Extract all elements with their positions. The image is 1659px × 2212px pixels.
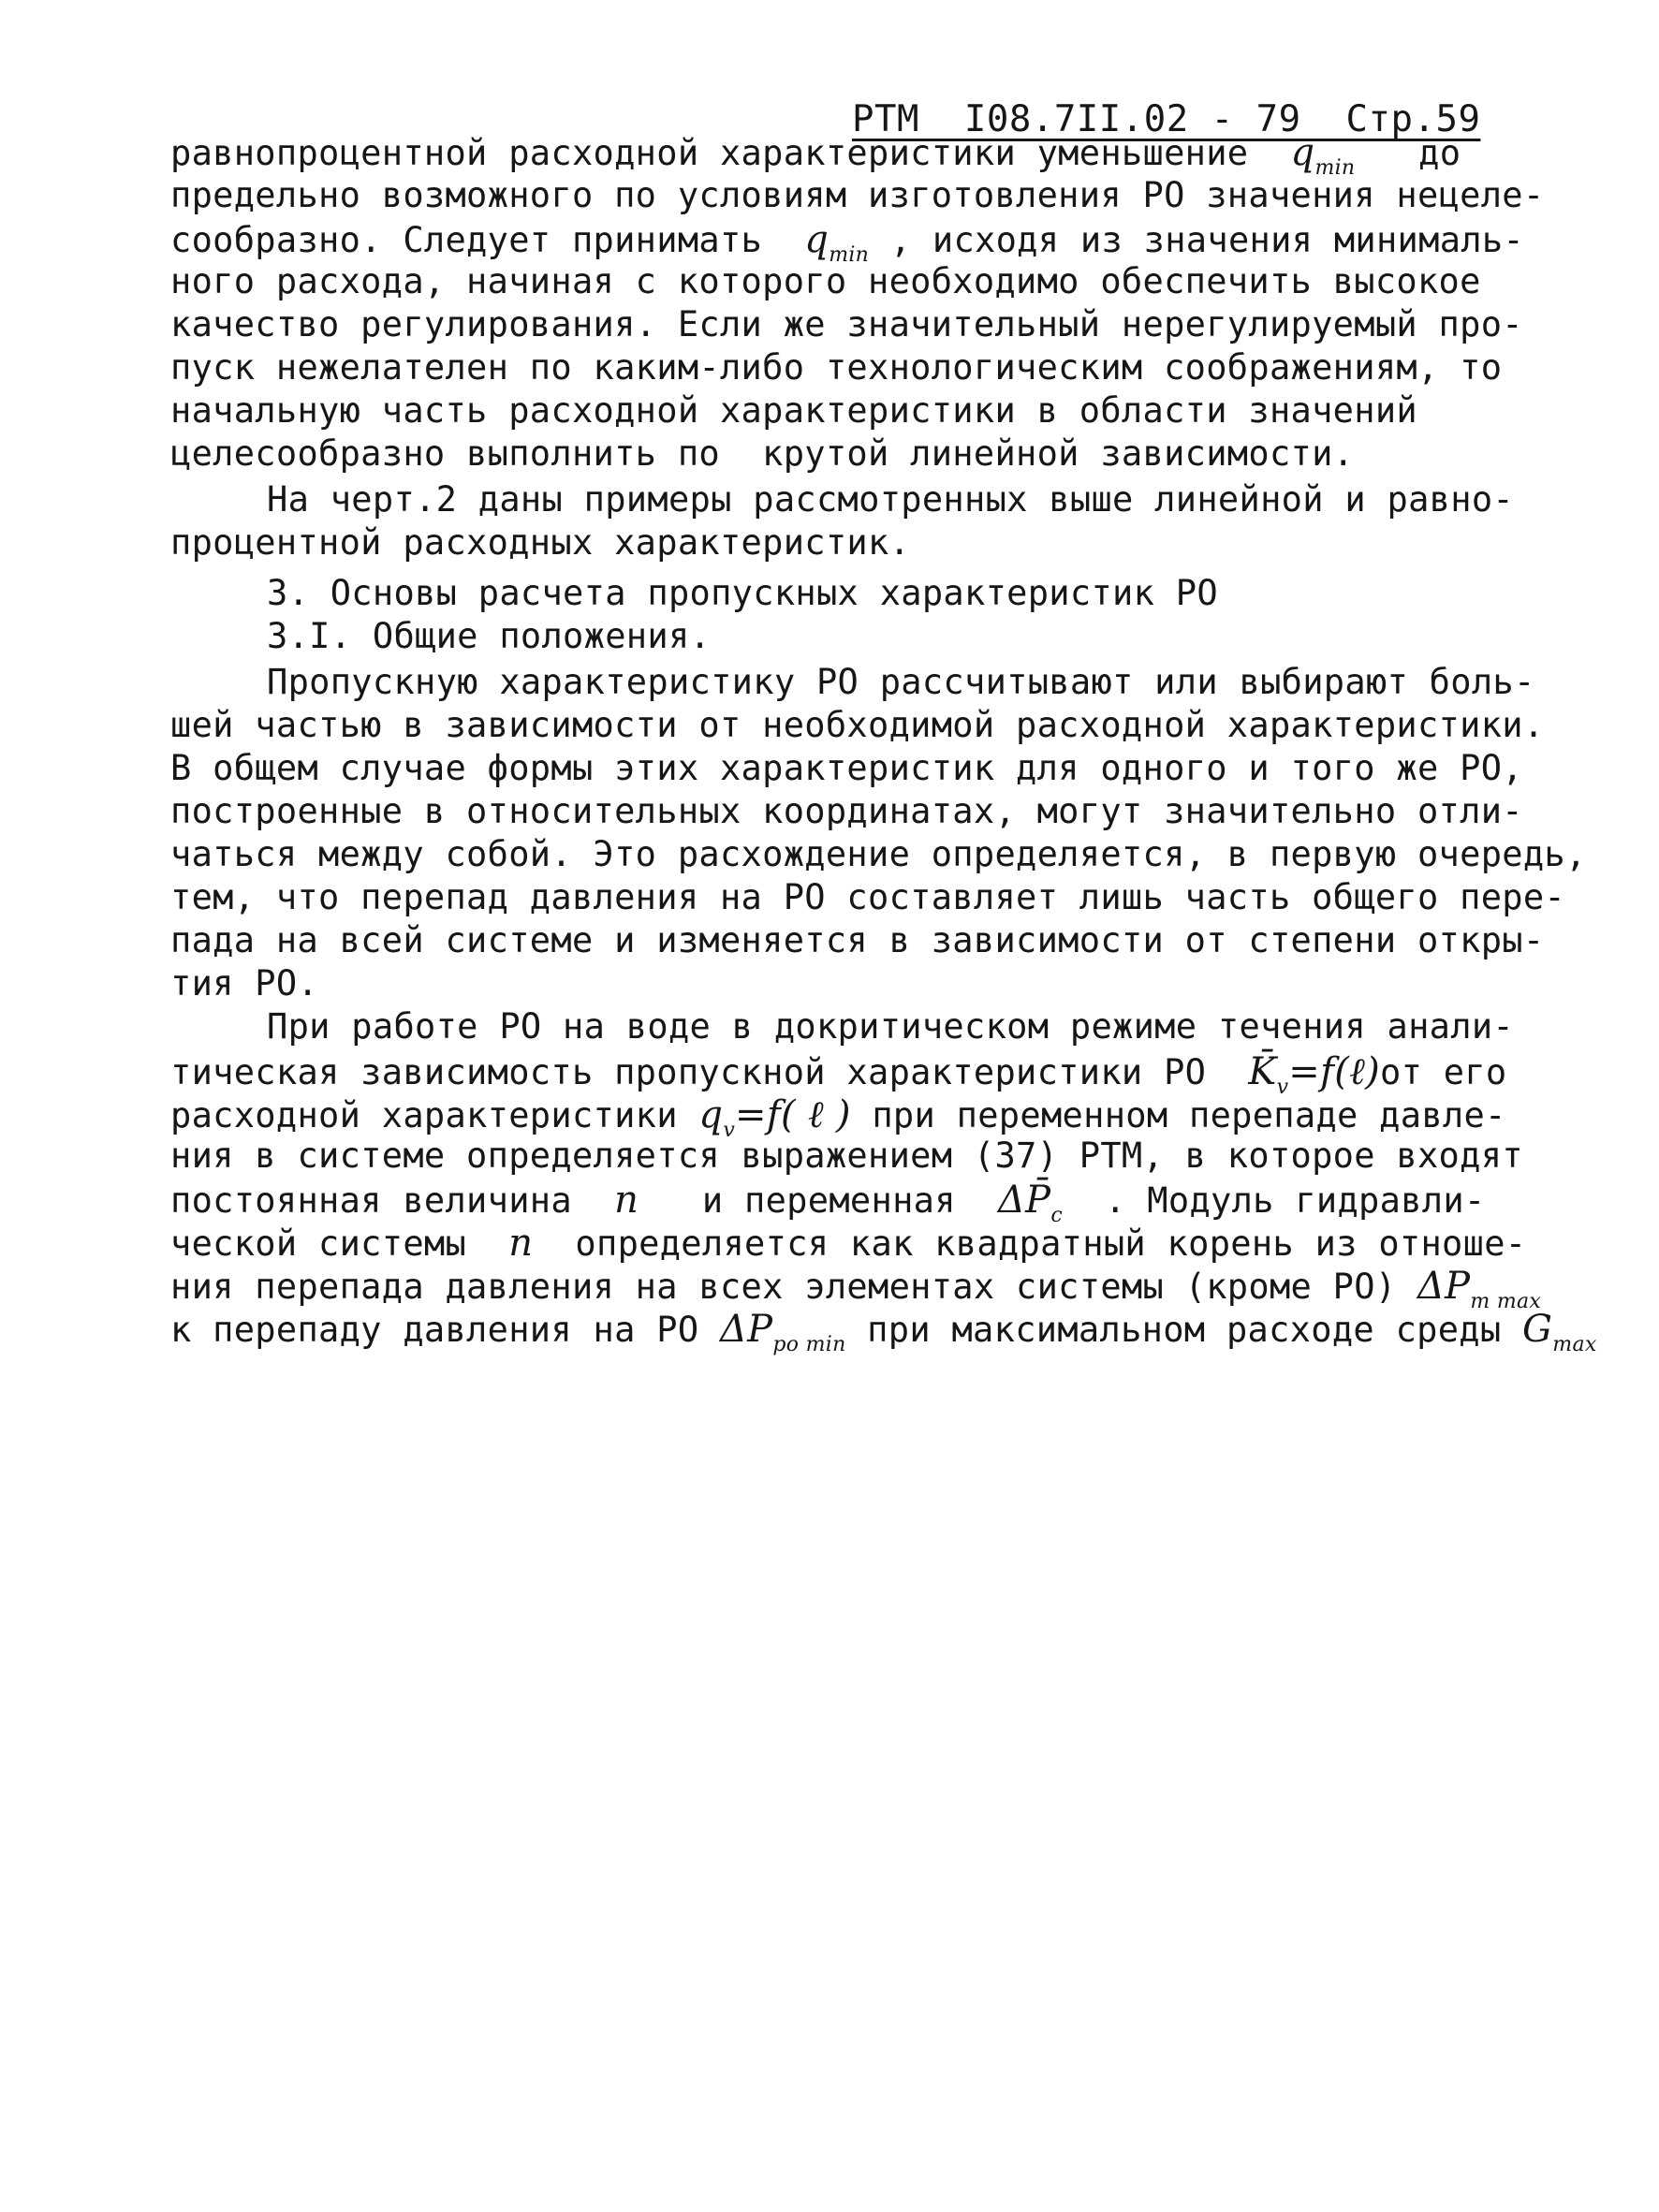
- text-line: [267, 662, 1535, 702]
- formula: n: [614, 1179, 639, 1222]
- text-run: от его: [1380, 1052, 1507, 1092]
- text-run: ческой системы: [170, 1223, 509, 1264]
- text-run: процентной расходных характеристик.: [170, 522, 911, 563]
- text-run: постоянная величина: [170, 1180, 615, 1221]
- text-line: [170, 1265, 1541, 1313]
- text-run: ния в системе определяется выражением (37) РТМ, в которое входят: [170, 1135, 1523, 1176]
- text-run: определяется как квадратный корень из отноше-: [533, 1223, 1527, 1264]
- text-run: при переменном перепаде давле-: [850, 1095, 1506, 1135]
- text-line: [170, 920, 1544, 960]
- formula: =f( ℓ ): [735, 1093, 851, 1136]
- formula: $G_{max}$: [1522, 1308, 1597, 1356]
- text-line: [170, 748, 1523, 788]
- text-run: качество регулирования. Если же значительный нерегулируемый про-: [170, 304, 1523, 344]
- formula: $q_{min}$: [804, 218, 870, 267]
- text-line: [170, 791, 1523, 831]
- text-run: и переменная: [639, 1180, 998, 1221]
- text-run: при максимальном расходе среды: [845, 1310, 1523, 1350]
- text-line: [170, 261, 1481, 301]
- text-line: [170, 390, 1417, 431]
- text-line: [170, 522, 910, 563]
- text-run: 3.I. Общие положения.: [267, 616, 712, 656]
- formula: =f(ℓ): [1288, 1050, 1380, 1093]
- text-run: равнопроцентной расходной характеристики уменьшение: [170, 133, 1291, 173]
- text-line: [170, 1135, 1523, 1176]
- formula: $\Delta P_{ро min}$: [719, 1308, 846, 1356]
- text-run: пада на всей системе и изменяется в зависимости от степени откры-: [170, 920, 1545, 960]
- formula: $\Delta P_{т max}$: [1417, 1265, 1542, 1313]
- text-run: тем, что перепад давления на РО составляет лишь часть общего пере-: [170, 877, 1566, 917]
- text-line: [170, 218, 1524, 267]
- text-run: чаться между собой. Это расхождение определяется, в первую очередь,: [170, 834, 1587, 874]
- text-line: [170, 304, 1523, 344]
- text-line: [170, 877, 1565, 917]
- page-header: РТМ I08.7II.02 - 79 Стр.59: [852, 98, 1481, 140]
- text-run: предельно возможного по условиям изготовления РО значения нецеле-: [170, 175, 1545, 215]
- text-line: [170, 433, 1354, 474]
- text-run: 3. Основы расчета пропускных характеристик РО: [267, 573, 1218, 613]
- formula: $q_v$: [698, 1093, 736, 1142]
- text-run: целесообразно выполнить по крутой линейной зависимости.: [170, 433, 1355, 474]
- text-run: сообразно. Следует принимать: [170, 220, 805, 260]
- formula: $\Delta P̄_c$: [997, 1179, 1063, 1227]
- text-run: ния перепада давления на всех элементах системы (кроме РО): [170, 1267, 1417, 1307]
- text-run: до: [1355, 133, 1461, 173]
- text-run: расходной характеристики: [170, 1095, 699, 1135]
- text-line: [170, 175, 1544, 215]
- text-line: [170, 1179, 1486, 1227]
- text-run: Пропускную характеристику РО рассчитывают или выбирают боль-: [267, 662, 1535, 702]
- text-line: [170, 1222, 1526, 1265]
- text-run: начальную часть расходной характеристики в области значений: [170, 390, 1417, 431]
- text-run: тия РО.: [170, 963, 319, 1003]
- text-line: [267, 616, 711, 656]
- text-line: [170, 963, 318, 1003]
- text-line: [170, 131, 1461, 180]
- text-run: При работе РО на воде в докритическом режиме течения анали-: [267, 1006, 1514, 1047]
- text-line: [170, 705, 1544, 745]
- formula: n: [508, 1222, 534, 1265]
- text-line: [267, 1006, 1514, 1047]
- text-line: [170, 1308, 1597, 1356]
- text-run: , исходя из значения минималь-: [869, 220, 1525, 260]
- text-run: пуск нежелателен по каким-либо технологическим соображениям, то: [170, 347, 1503, 388]
- text-line: [170, 347, 1502, 388]
- formula: $q_{min}$: [1290, 131, 1356, 180]
- text-run: к перепаду давления на РО: [170, 1310, 720, 1350]
- text-line: [267, 573, 1218, 613]
- text-run: . Модуль гидравли-: [1062, 1180, 1486, 1221]
- text-run: шей частью в зависимости от необходимой расходной характеристики.: [170, 705, 1545, 745]
- formula: $K̄_v$: [1248, 1050, 1289, 1099]
- text-run: построенные в относительных координатах, могут значительно отли-: [170, 791, 1523, 831]
- text-line: [170, 834, 1587, 874]
- text-run: тическая зависимость пропускной характеристики РО: [170, 1052, 1249, 1092]
- text-line: [267, 479, 1514, 520]
- text-run: ного расхода, начиная с которого необходимо обеспечить высокое: [170, 261, 1481, 301]
- text-run: На черт.2 даны примеры рассмотренных выше линейной и равно-: [267, 479, 1514, 520]
- text-run: В общем случае формы этих характеристик для одного и того же РО,: [170, 748, 1523, 788]
